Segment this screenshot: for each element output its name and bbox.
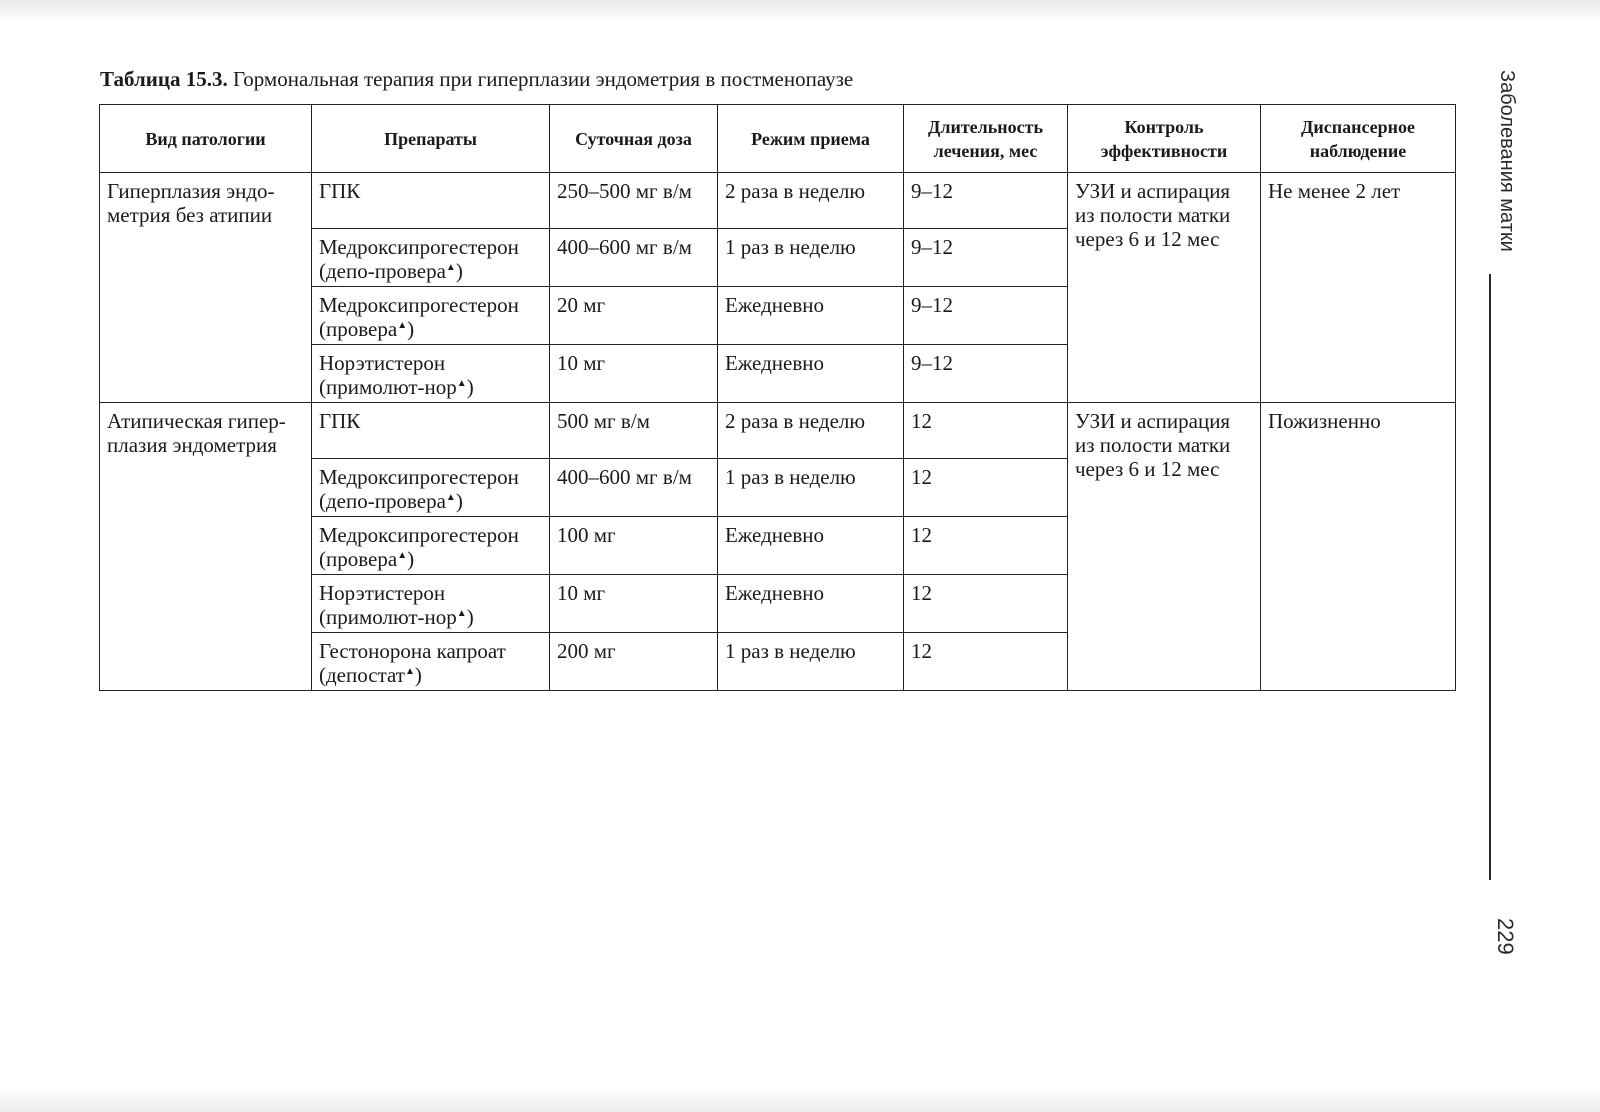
dose-cell: 400–600 мг в/м xyxy=(550,459,718,517)
header-row xyxy=(100,105,1456,173)
drug-brand: примолют-нор xyxy=(326,375,457,399)
triangle-marker-icon: ▲ xyxy=(456,378,467,389)
drug-brand-wrapper: (депостат▲) xyxy=(319,663,422,687)
followup-cell: Не менее 2 лет xyxy=(1261,173,1456,403)
duration-cell: 9–12 xyxy=(904,229,1068,287)
duration-cell: 12 xyxy=(904,459,1068,517)
drug-brand-wrapper: (депо-провера▲) xyxy=(319,259,463,283)
regimen-cell: 2 раза в неделю xyxy=(718,403,904,459)
header-control: Контроль эффективности xyxy=(1068,105,1261,173)
dose-cell: 500 мг в/м xyxy=(550,403,718,459)
drug-name: Гестонорона капроат xyxy=(319,639,506,663)
regimen-cell: Ежедневно xyxy=(718,517,904,575)
table-row xyxy=(100,403,1456,459)
header-followup: Диспансерное наблюдение xyxy=(1261,105,1456,173)
dose-cell: 20 мг xyxy=(550,287,718,345)
drug-name: ГПК xyxy=(319,409,361,433)
dose-cell: 400–600 мг в/м xyxy=(550,229,718,287)
dose-cell: 10 мг xyxy=(550,575,718,633)
drug-brand: депо-провера xyxy=(326,489,446,513)
drug-brand: провера xyxy=(326,547,398,571)
duration-cell: 12 xyxy=(904,517,1068,575)
drug-cell xyxy=(312,287,550,345)
drug-name: Медроксипрогестерон xyxy=(319,235,519,259)
drug-cell xyxy=(312,517,550,575)
drug-brand: примолют-нор xyxy=(326,605,457,629)
page-number: 229 xyxy=(1493,918,1518,955)
page-bottom-shadow xyxy=(0,1086,1600,1112)
triangle-marker-icon: ▲ xyxy=(397,550,408,561)
drug-brand-wrapper: (примолют-нор▲) xyxy=(319,375,474,399)
table-caption xyxy=(100,66,853,92)
header-drugs: Препараты xyxy=(312,105,550,173)
regimen-cell: Ежедневно xyxy=(718,287,904,345)
pathology-cell: Атипическая гипер-плазия эндометрия xyxy=(100,403,312,691)
regimen-cell: Ежедневно xyxy=(718,575,904,633)
table-row xyxy=(100,173,1456,229)
pathology-cell: Гиперплазия эндо-метрия без атипии xyxy=(100,173,312,403)
drug-cell xyxy=(312,345,550,403)
dose-cell: 200 мг xyxy=(550,633,718,691)
regimen-cell: 1 раз в неделю xyxy=(718,633,904,691)
regimen-cell: 1 раз в неделю xyxy=(718,229,904,287)
drug-cell xyxy=(312,575,550,633)
running-head-rule xyxy=(1489,274,1491,880)
control-cell: УЗИ и аспирация из полости матки через 6 и 12 мес xyxy=(1068,403,1261,691)
page-top-shadow xyxy=(0,0,1600,22)
table-caption-text: Гормональная терапия при гиперплазии эндометрия в постменопаузе xyxy=(232,67,854,91)
drug-cell xyxy=(312,173,550,229)
drug-cell xyxy=(312,403,550,459)
drug-brand-wrapper: (примолют-нор▲) xyxy=(319,605,474,629)
triangle-marker-icon: ▲ xyxy=(445,492,456,503)
header-dose: Суточная доза xyxy=(550,105,718,173)
duration-cell: 9–12 xyxy=(904,345,1068,403)
drug-name: Медроксипрогестерон xyxy=(319,293,519,317)
duration-cell: 12 xyxy=(904,575,1068,633)
triangle-marker-icon: ▲ xyxy=(404,666,415,677)
control-cell: УЗИ и аспирация из полости матки через 6 и 12 мес xyxy=(1068,173,1261,403)
drug-name: Норэтистерон xyxy=(319,351,446,375)
dose-cell: 10 мг xyxy=(550,345,718,403)
followup-cell: Пожизненно xyxy=(1261,403,1456,691)
hormone-therapy-table xyxy=(99,104,1456,691)
duration-cell: 12 xyxy=(904,633,1068,691)
drug-name: Медроксипрогестерон xyxy=(319,523,519,547)
triangle-marker-icon: ▲ xyxy=(456,608,467,619)
header-duration: Длительность лечения, мес xyxy=(904,105,1068,173)
header-regimen: Режим приема xyxy=(718,105,904,173)
dose-cell: 100 мг xyxy=(550,517,718,575)
regimen-cell: 1 раз в неделю xyxy=(718,459,904,517)
drug-name: Норэтистерон xyxy=(319,581,446,605)
regimen-cell: 2 раза в неделю xyxy=(718,173,904,229)
drug-brand: депо-провера xyxy=(326,259,446,283)
drug-name: ГПК xyxy=(319,179,361,203)
drug-cell xyxy=(312,459,550,517)
drug-cell xyxy=(312,633,550,691)
regimen-cell: Ежедневно xyxy=(718,345,904,403)
table-body xyxy=(100,173,1456,691)
duration-cell: 12 xyxy=(904,403,1068,459)
duration-cell: 9–12 xyxy=(904,287,1068,345)
table-caption-label: Таблица 15.3. xyxy=(100,67,228,91)
drug-name: Медроксипрогестерон xyxy=(319,465,519,489)
drug-brand: провера xyxy=(326,317,398,341)
drug-brand: депостат xyxy=(326,663,405,687)
drug-cell xyxy=(312,229,550,287)
drug-brand-wrapper: (депо-провера▲) xyxy=(319,489,463,513)
duration-cell: 9–12 xyxy=(904,173,1068,229)
running-head: Заболевания матки xyxy=(1496,70,1518,252)
dose-cell: 250–500 мг в/м xyxy=(550,173,718,229)
triangle-marker-icon: ▲ xyxy=(397,320,408,331)
drug-brand-wrapper: (провера▲) xyxy=(319,547,415,571)
drug-brand-wrapper: (провера▲) xyxy=(319,317,415,341)
header-pathology: Вид патологии xyxy=(100,105,312,173)
triangle-marker-icon: ▲ xyxy=(445,262,456,273)
